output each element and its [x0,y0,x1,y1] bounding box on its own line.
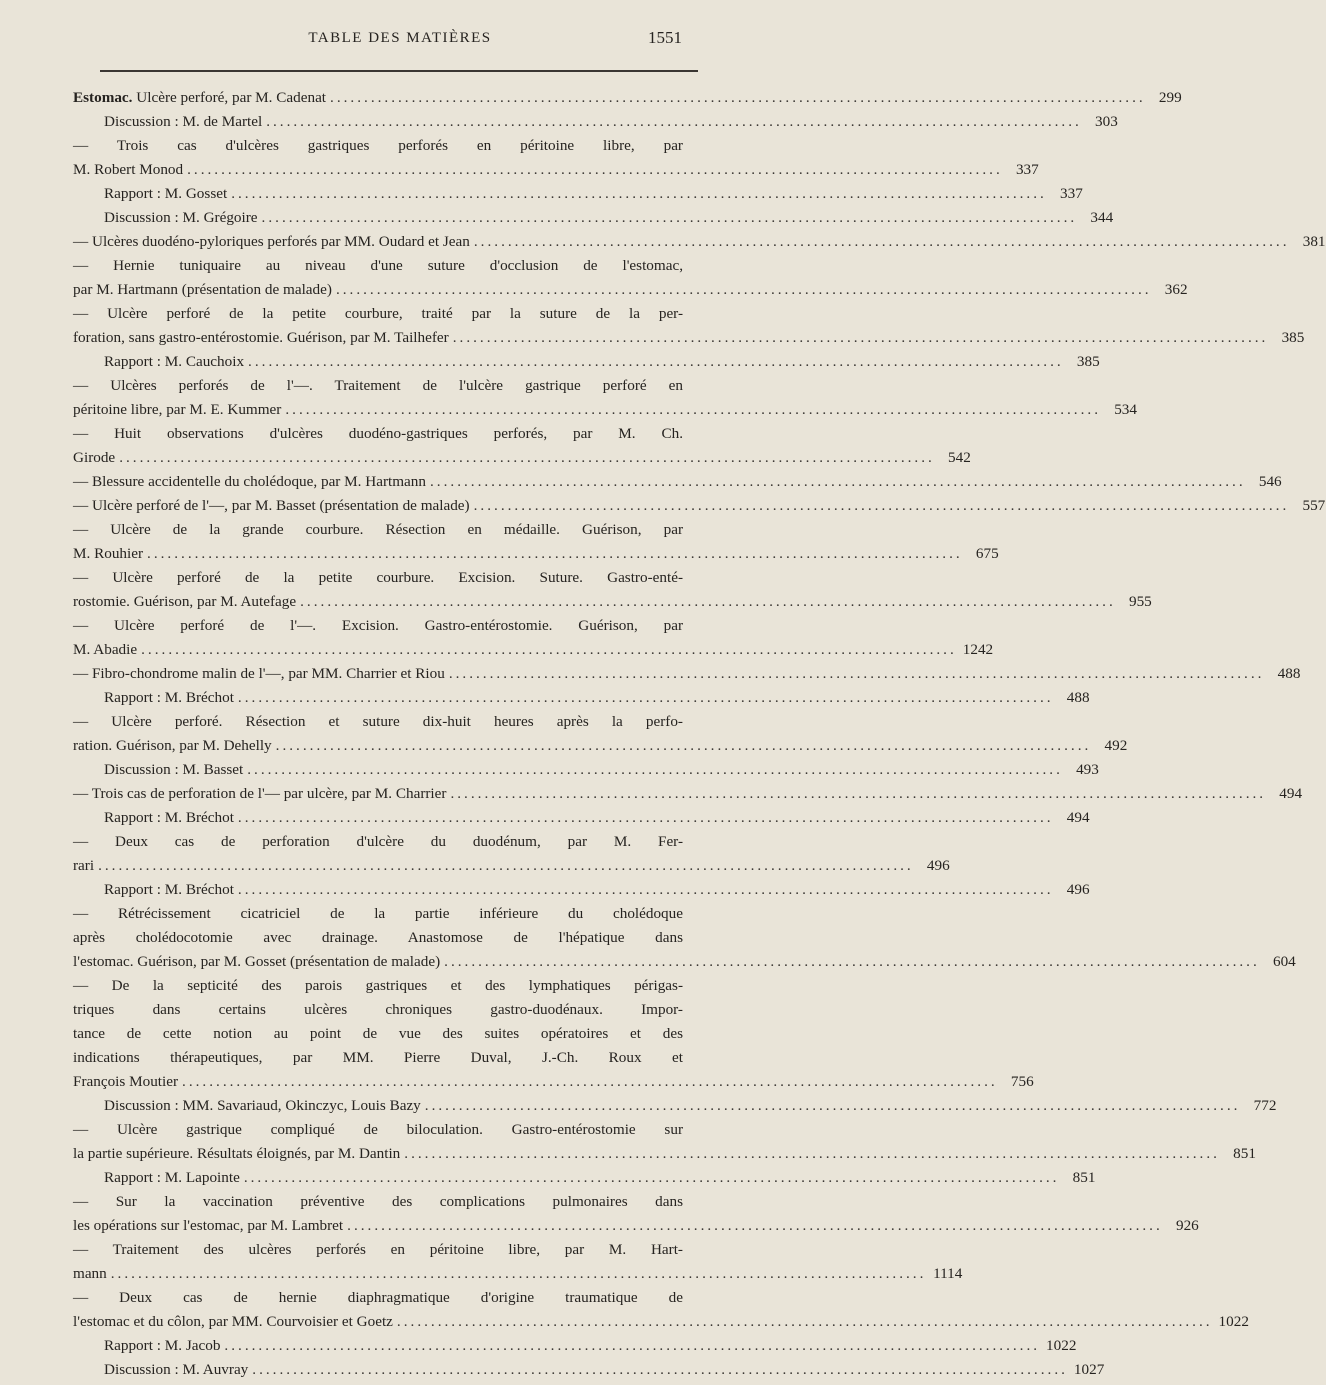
index-line [73,278,1188,302]
index-line [73,1214,1199,1238]
entry-text: l'estomac. Guérison, par M. Gosset (présentation de malade) [73,953,441,970]
index-line [73,1070,1034,1094]
entry-page-number: 756 [1010,1073,1034,1090]
index-line [73,494,1326,518]
dot-leader: ........................................................................................................................ [444,953,1260,970]
dot-leader: ........................................................................................................................ [231,185,1047,202]
entry-text: indications thérapeutiques, par MM. Pierre Duval, J.-Ch. Roux et [73,1049,683,1066]
entry-text: Rapport : M. Jacob [104,1337,221,1354]
page-number: 1551 [648,28,682,47]
dot-leader: ........................................................................................................................ [285,401,1101,418]
entry-page-number: 926 [1175,1217,1199,1234]
index-line [104,1334,1077,1358]
entry-text: péritoine libre, par M. E. Kummer [73,401,282,418]
entry-page-number: 1027 [1073,1361,1105,1378]
entry-text: Discussion : M. Grégoire [104,209,258,226]
running-header [0,30,800,54]
entry-page-number: 675 [975,545,999,562]
entry-text: — Ulcère perforé de la petite courbure, traité par la suture de la per- [73,305,683,322]
index-line [73,398,1137,422]
index-line [104,878,1090,902]
dot-leader: ........................................................................................................................ [347,1217,1163,1234]
index-line [73,518,683,542]
entry-text: rostomie. Guérison, par M. Autefage [73,593,297,610]
dot-leader: ........................................................................................................................ [473,233,1290,250]
dot-leader: ........................................................................................................................ [404,1145,1220,1162]
index-line [104,686,1090,710]
dot-leader: ........................................................................................................................ [182,1073,998,1090]
index-line [73,230,1326,254]
dot-leader: ........................................................................................................................ [396,1313,1213,1330]
index-line [73,662,1301,686]
entry-text: — Ulcères duodéno-pyloriques perforés par MM. Oudard et Jean [73,233,470,250]
entry-page-number: 534 [1114,401,1137,418]
entry-text: — Ulcère perforé de la petite courbure. Excision. Suture. Gastro-enté- [73,569,683,586]
dot-leader: ........................................................................................................................ [424,1097,1241,1114]
entry-text: — Ulcère gastrique compliqué de biloculation. Gastro-entérostomie sur [73,1121,683,1138]
entry-text: la partie supérieure. Résultats éloignés, par M. Dantin [73,1145,401,1162]
entry-text: Rapport : M. Bréchot [104,809,234,826]
dot-leader: ........................................................................................................................ [335,281,1152,298]
index-line [73,566,683,590]
entry-text: après cholédocotomie avec drainage. Anastomose de l'hépatique dans [73,929,683,946]
index-line [73,422,683,446]
entry-page-number: 344 [1090,209,1114,226]
dot-leader: ........................................................................................................................ [237,689,1054,706]
dot-leader: ........................................................................................................................ [252,1361,1068,1378]
index-line [73,926,683,950]
entry-page-number: 546 [1258,473,1282,490]
index-line [73,902,683,926]
entry-text: — Ulcère de la grande courbure. Résection en médaille. Guérison, par [73,521,683,538]
entry-page-number: 496 [1066,881,1090,898]
entry-text: — Ulcère perforé de l'—, par M. Basset (présentation de malade) [73,497,470,514]
index-line [73,326,1305,350]
dot-leader: ........................................................................................................................ [448,665,1265,682]
index-line [73,782,1303,806]
entry-text: Rapport : M. Gosset [104,185,228,202]
index-line [73,1310,1249,1334]
entry-text: Discussion : M. de Martel [104,113,263,130]
entry-page-number: 385 [1076,353,1100,370]
entry-text: — Ulcère perforé de l'—. Excision. Gastro-entérostomie. Guérison, par [73,617,683,634]
entry-text: Rapport : M. Cauchoix [104,353,245,370]
index-line [73,1046,683,1070]
index-line [73,1262,963,1286]
index-line [73,590,1152,614]
entry-page-number: 385 [1281,329,1305,346]
entry-text: Discussion : MM. Savariaud, Okinczyc, Louis Bazy [104,1097,421,1114]
index-line [73,374,683,398]
index-line [73,614,683,638]
dot-leader: ........................................................................................................................ [450,785,1267,802]
entry-text: Estomac. Ulcère perforé, par M. Cadenat [73,89,327,106]
dot-leader: ........................................................................................................................ [224,1337,1041,1354]
index-line [73,470,1282,494]
entry-page-number: 488 [1277,665,1301,682]
entry-text: — Rétrécissement cicatriciel de la partie inférieure du cholédoque [73,905,683,922]
entry-text: — Hernie tuniquaire au niveau d'une suture d'occlusion de l'estomac, [73,257,683,274]
entry-page-number: 303 [1095,113,1118,130]
index-line [73,86,1182,110]
entry-text: les opérations sur l'estomac, par M. Lambret [73,1217,344,1234]
dot-leader: ........................................................................................................................ [147,545,963,562]
dot-leader: ........................................................................................................................ [430,473,1246,490]
entry-page-number: 1242 [962,641,994,658]
index-line [104,806,1090,830]
dot-leader: ........................................................................................................................ [237,881,1054,898]
entry-page-number: 772 [1253,1097,1277,1114]
entry-page-number: 1114 [933,1265,963,1282]
index-line [104,1094,1277,1118]
index-line [73,830,683,854]
dot-leader: ........................................................................................................................ [248,353,1064,370]
entry-text: — Sur la vaccination préventive des complications pulmonaires dans [73,1193,683,1210]
running-title: TABLE DES MATIÈRES [308,30,492,46]
dot-leader: ........................................................................................................................ [119,449,935,466]
index-line [73,302,683,326]
entry-page-number: 337 [1060,185,1083,202]
entry-text: foration, sans gastro-entérostomie. Guérison, par M. Tailhefer [73,329,449,346]
dot-leader: ........................................................................................................................ [243,1169,1060,1186]
entry-text: tance de cette notion au point de vue des suites opératoires et des [73,1025,683,1042]
entry-text: — De la septicité des parois gastriques et des lymphatiques périgas- [73,977,683,994]
index-line [73,1238,683,1262]
entry-text: — Traitement des ulcères perforés en péritoine libre, par M. Hart- [73,1241,683,1258]
entry-text: Discussion : M. Auvray [104,1361,249,1378]
index-line [73,1118,683,1142]
entry-page-number: 492 [1104,737,1128,754]
entry-text: M. Robert Monod [73,161,184,178]
header-rule [100,70,698,72]
entry-text: — Deux cas de perforation d'ulcère du duodénum, par M. Fer- [73,833,683,850]
index-line [73,710,683,734]
dot-leader: ........................................................................................................................ [473,497,1290,514]
dot-leader: ........................................................................................................................ [275,737,1092,754]
entry-page-number: 494 [1066,809,1090,826]
index-line [73,734,1128,758]
index-line [73,1286,683,1310]
index-line [104,206,1114,230]
entry-text: mann [73,1265,107,1282]
entry-page-number: 494 [1279,785,1303,802]
entry-text: Girode [73,449,116,466]
entry-page-number: 604 [1272,953,1296,970]
entry-text: par M. Hartmann (présentation de malade) [73,281,332,298]
dot-leader: ........................................................................................................................ [141,641,957,658]
entry-page-number: 488 [1066,689,1090,706]
entry-page-number: 337 [1015,161,1039,178]
entry-page-number: 493 [1076,761,1099,778]
entry-page-number: 496 [926,857,950,874]
entry-text: triques dans certains ulcères chroniques gastro-duodénaux. Impor- [73,1001,683,1018]
dot-leader: ........................................................................................................................ [300,593,1116,610]
dot-leader: ........................................................................................................................ [330,89,1146,106]
entry-text: Rapport : M. Lapointe [104,1169,240,1186]
entry-page-number: 851 [1233,1145,1256,1162]
dot-leader: ........................................................................................................................ [266,113,1082,130]
index-line [104,1166,1096,1190]
entry-page-number: 362 [1164,281,1188,298]
entry-text: — Trois cas d'ulcères gastriques perforés en péritoine libre, par [73,137,683,154]
index-line [73,446,971,470]
entry-text: rari [73,857,95,874]
entry-text: ration. Guérison, par M. Dehelly [73,737,272,754]
entry-text: — Fibro-chondrome malin de l'—, par MM. Charrier et Riou [73,665,445,682]
entry-text: l'estomac et du côlon, par MM. Courvoisier et Goetz [73,1313,393,1330]
entry-page-number: 955 [1128,593,1152,610]
index-line [73,638,994,662]
index-line [73,134,683,158]
index-line [73,998,683,1022]
entry-text: M. Abadie [73,641,138,658]
entry-text: — Trois cas de perforation de l'— par ulcère, par M. Charrier [73,785,447,802]
entry-page-number: 542 [948,449,971,466]
dot-leader: ........................................................................................................................ [237,809,1054,826]
entry-text: — Deux cas de hernie diaphragmatique d'origine traumatique de [73,1289,683,1306]
entry-text: — Ulcère perforé. Résection et suture dix-huit heures après la perfo- [73,713,683,730]
dot-leader: ........................................................................................................................ [98,857,914,874]
entry-text: M. Rouhier [73,545,144,562]
index-line [104,182,1083,206]
index-line [104,758,1099,782]
dot-leader: ........................................................................................................................ [261,209,1078,226]
entry-text: Rapport : M. Bréchot [104,881,234,898]
index-line [73,1022,683,1046]
entry-text: François Moutier [73,1073,179,1090]
index-line [104,350,1100,374]
entry-page-number: 1022 [1046,1337,1077,1354]
index-line [73,950,1296,974]
entry-page-number: 299 [1158,89,1182,106]
dot-leader: ........................................................................................................................ [247,761,1063,778]
index-line [73,854,950,878]
index-line [73,974,683,998]
index-line [73,1190,683,1214]
entry-page-number: 1022 [1218,1313,1249,1330]
entry-text: Rapport : M. Bréchot [104,689,234,706]
index-line [73,542,999,566]
entry-page-number: 381 [1302,233,1326,250]
index-line [73,158,1039,182]
dot-leader: ........................................................................................................................ [452,329,1269,346]
index-line [73,254,683,278]
entry-text: — Blessure accidentelle du cholédoque, par M. Hartmann [73,473,426,490]
dot-leader: ........................................................................................................................ [110,1265,927,1282]
entry-page-number: 851 [1072,1169,1096,1186]
entry-text: — Huit observations d'ulcères duodéno-gastriques perforés, par M. Ch. [73,425,683,442]
entry-text: Discussion : M. Basset [104,761,244,778]
entry-page-number: 557 [1302,497,1326,514]
entry-text: — Ulcères perforés de l'—. Traitement de l'ulcère gastrique perforé en [73,377,683,394]
index-line [104,1358,1105,1382]
index-line [73,1142,1256,1166]
index-line [104,110,1118,134]
dot-leader: ........................................................................................................................ [187,161,1003,178]
